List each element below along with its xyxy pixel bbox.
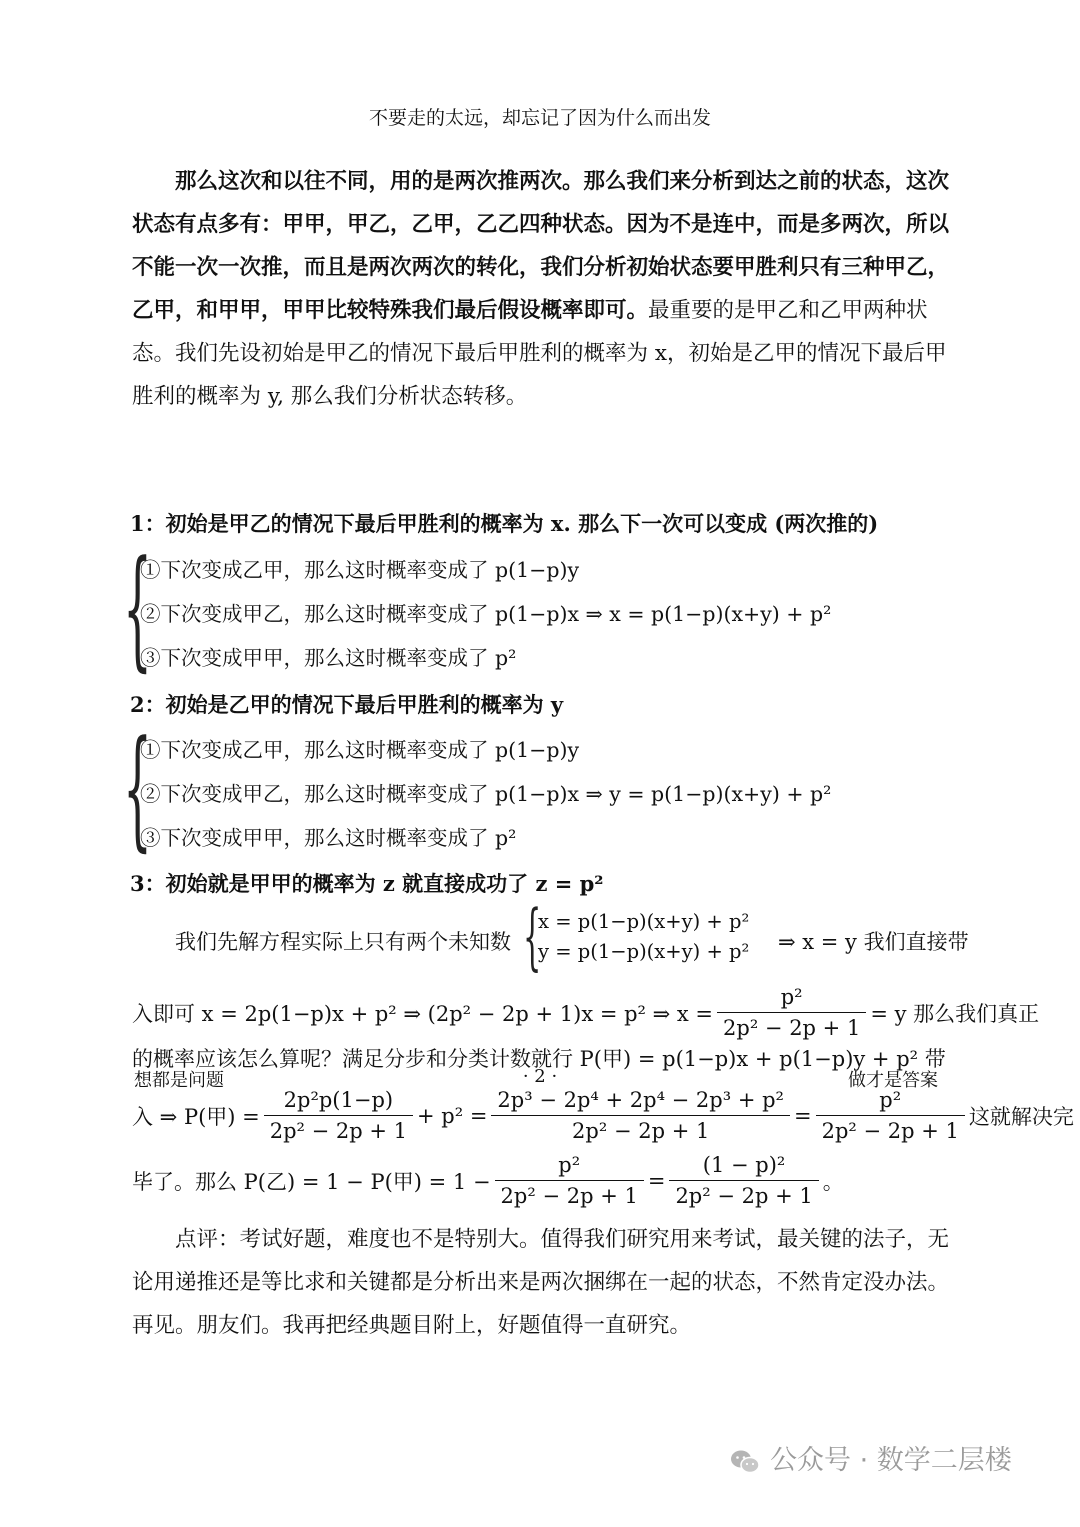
solve-line-5-pre: 毕了。那么 P(乙) = 1 − P(甲) = 1 − [132,1169,491,1194]
intro-bold-text: 那么这次和以往不同，用的是两次推两次。那么我们来分析到达之前的状态，这次状态有点多有：甲甲，甲乙，乙甲，乙乙四种状态。因为不是连中，而是多两次，所以不能一次一次推，而且是两次两次的转化，我们分析初始状态要甲胜利只有三种甲乙，乙甲，和甲甲，甲甲比较特殊我们最后假设概率即可。 [132,169,950,323]
solve-line-5-mid: = [647,1168,666,1193]
fraction-f [669,1150,818,1211]
section-2-case-2: ②下次变成甲乙，那么这时概率变成了 p(1−p)x ⇒ y = p(1−p)(x+y) + p² [140,782,832,806]
fraction-e-denominator: 2p² − 2p + 1 [500,1184,638,1208]
solve-line-1-pre: 我们先解方程实际上只有两个未知数 [175,930,511,954]
section-2-case-3: ③下次变成甲甲，那么这时概率变成了 p² [140,826,517,850]
solve-line-2-pre: 入即可 x = 2p(1−p)x + p² ⇒ (2p² − 2p + 1)x = p² ⇒ x = [132,1001,714,1026]
section-1-case-2: ②下次变成甲乙，那么这时概率变成了 p(1−p)x ⇒ x = p(1−p)(x+y) + p² [140,602,832,626]
solve-line-5 [132,1150,844,1211]
system-eq-2: y = p(1−p)(x+y) + p² [538,940,750,963]
section-1-case-1: ①下次变成乙甲，那么这时概率变成了 p(1−p)y [140,558,580,582]
solve-line-4-mid-2: = [793,1103,812,1128]
fraction-d [816,1085,965,1146]
section-3-title: 3：初始就是甲甲的概率为 z 就直接成功了 z = p² [130,871,604,896]
fraction-f-numerator: (1 − p)² [669,1150,818,1181]
solve-line-2 [132,982,1039,1043]
fraction-d-numerator: p² [816,1085,965,1116]
wechat-icon [730,1449,760,1475]
fraction-f-denominator: 2p² − 2p + 1 [675,1184,813,1208]
intro-normal-text: 最重要的是甲乙和乙甲两种状态。我们先设初始是甲乙的情况下最后甲胜利的概率为 x，初始是乙甲的情况下最后甲胜利的概率为 y, 那么我们分析状态转移。 [132,298,947,409]
system-eq-1: x = p(1−p)(x+y) + p² [538,910,750,933]
fraction-c-denominator: 2p² − 2p + 1 [572,1119,710,1143]
intro-paragraph [132,160,952,418]
section-2-title: 2：初始是乙甲的情况下最后甲胜利的概率为 y [130,692,564,717]
fraction-b-numerator: 2p²p(1−p) [264,1085,413,1116]
fraction-c [491,1085,790,1146]
solve-line-4 [132,1085,1074,1146]
solve-line-2-post: = y 那么我们真正 [870,1001,1040,1026]
system-brace: { [523,894,542,978]
comment-paragraph: 点评：考试好题，难度也不是特别大。值得我们研究用来考试，最关键的法子，无论用递推还是等比求和关键都是分析出来是两次捆绑在一起的状态，不然肯定没办法。再见。朋友们。我再把经典题目附上，好题值得一直研究。 [132,1227,950,1338]
section-2-brace: { [123,712,152,864]
fraction-x [717,982,866,1043]
solve-line-4-mid-1: + p² = [417,1103,488,1128]
footer-left: 想都是问题 [134,1070,224,1091]
fraction-x-numerator: p² [717,982,866,1013]
fraction-d-denominator: 2p² − 2p + 1 [821,1119,959,1143]
solve-line-4-post: 这就解决完 [968,1104,1074,1129]
watermark [730,1438,1012,1477]
fraction-b [264,1085,413,1146]
solve-line-5-post: 。 [822,1169,844,1194]
page-number: · 2 · [522,1066,558,1087]
fraction-e [495,1150,644,1211]
fraction-b-denominator: 2p² − 2p + 1 [269,1119,408,1143]
watermark-text: 公众号 · 数学二层楼 [770,1445,1012,1476]
fraction-x-denominator: 2p² − 2p + 1 [723,1016,861,1040]
solve-line-4-pre: 入 ⇒ P(甲) = [132,1104,260,1129]
fraction-e-numerator: p² [495,1150,644,1181]
solve-line-3: 的概率应该怎么算呢？满足分步和分类计数就行 P(甲) = p(1−p)x + p(1−p)y + p² 带 [132,1047,946,1071]
solve-line-1-post: ⇒ x = y 我们直接带 [778,930,969,954]
section-1-title: 1：初始是甲乙的情况下最后甲胜利的概率为 x. 那么下一次可以变成 (两次推的) [130,511,879,536]
footer-right: 做才是答案 [848,1070,938,1091]
fraction-c-numerator: 2p³ − 2p⁴ + 2p⁴ − 2p³ + p² [491,1085,790,1116]
section-1-brace: { [123,532,152,684]
section-1-case-3: ③下次变成甲甲，那么这时概率变成了 p² [140,646,517,670]
section-2-case-1: ①下次变成乙甲，那么这时概率变成了 p(1−p)y [140,738,580,762]
page-header: 不要走的太远，却忘记了因为什么而出发 [368,107,711,129]
